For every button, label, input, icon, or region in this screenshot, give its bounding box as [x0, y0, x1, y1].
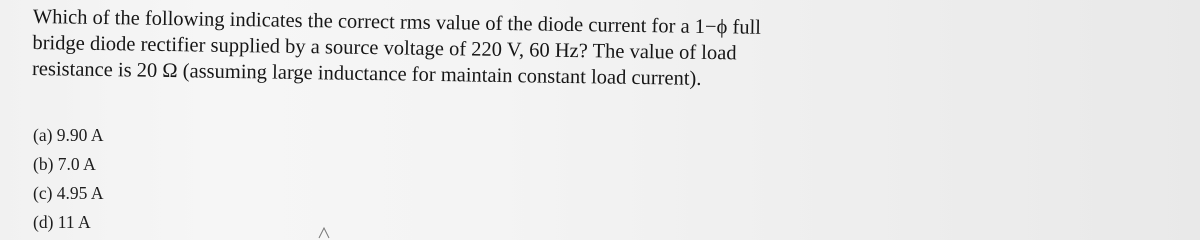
option-d[interactable]: (d) 11 A	[33, 212, 91, 232]
question-text	[32, 4, 913, 95]
question-line-2: bridge diode rectifier supplied by a source voltage of 220 V, 60 Hz? The value of load	[32, 31, 737, 65]
question-line-3: resistance is 20 Ω (assuming large inductance for maintain constant load current).	[31, 57, 702, 90]
mouse-cursor-icon	[318, 227, 330, 239]
question-line-1: Which of the following indicates the correct rms value of the diode current for a 1−ϕ full	[32, 5, 762, 39]
option-c[interactable]: (c) 4.95 A	[33, 183, 104, 203]
answer-options	[33, 121, 103, 237]
option-b[interactable]: (b) 7.0 A	[33, 154, 96, 174]
option-a[interactable]: (a) 9.90 A	[33, 125, 104, 145]
